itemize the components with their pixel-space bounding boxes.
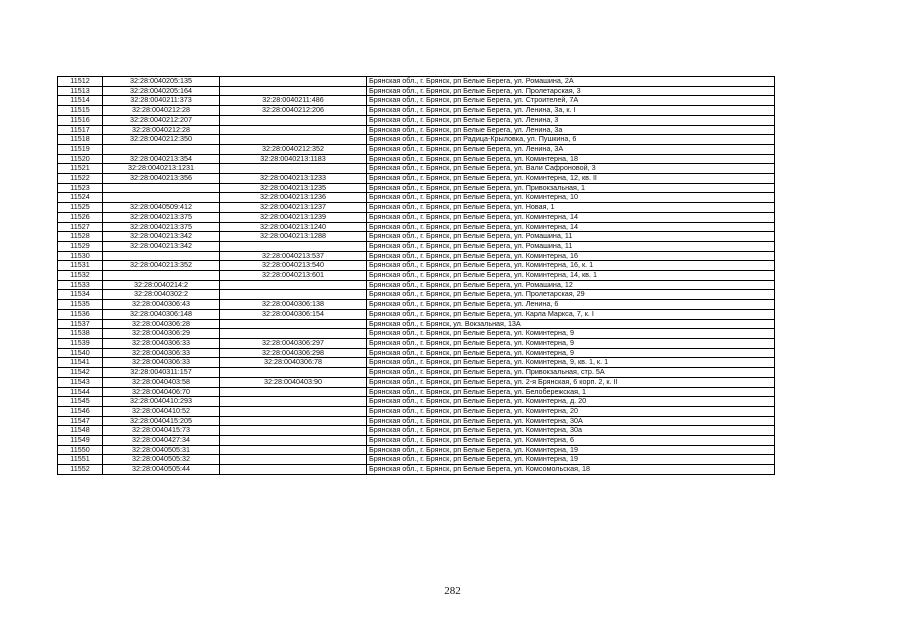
building-cadastral-cell	[220, 465, 367, 475]
row-number-cell: 11540	[58, 348, 103, 358]
row-number-cell: 11525	[58, 203, 103, 213]
row-number-cell: 11530	[58, 251, 103, 261]
cadastral-number-cell: 32:28:0040415:73	[103, 426, 220, 436]
table-row	[58, 300, 775, 310]
building-cadastral-cell	[220, 135, 367, 145]
cadastral-number-cell: 32:28:0040212:28	[103, 106, 220, 116]
building-cadastral-cell: 32:28:0040306:298	[220, 348, 367, 358]
address-cell: Брянская обл., г. Брянск, рп Белые Берега, ул. Привокзальная, 1	[367, 183, 775, 193]
address-cell: Брянская обл., г. Брянск, рп Белые Берега, ул. Коминтерна, 30А	[367, 416, 775, 426]
row-number-cell: 11545	[58, 397, 103, 407]
address-cell: Брянская обл., г. Брянск, рп Белые Берега, ул. Коминтерна, 14	[367, 222, 775, 232]
table-row	[58, 465, 775, 475]
cadastral-number-cell: 32:28:0040306:33	[103, 348, 220, 358]
cadastral-number-cell: 32:28:0040212:207	[103, 115, 220, 125]
address-cell: Брянская обл., г. Брянск, рп Белые Берега, ул. Ленина, 3а, к. I	[367, 106, 775, 116]
building-cadastral-cell: 32:28:0040212:206	[220, 106, 367, 116]
cadastral-number-cell: 32:28:0040306:33	[103, 338, 220, 348]
table-row	[58, 261, 775, 271]
row-number-cell: 11515	[58, 106, 103, 116]
building-cadastral-cell: 32:28:0040211:486	[220, 96, 367, 106]
cadastral-number-cell: 32:28:0040306:43	[103, 300, 220, 310]
table-row	[58, 115, 775, 125]
address-cell: Брянская обл., г. Брянск, рп Белые Берега, ул. Коминтерна, 20	[367, 406, 775, 416]
table-row	[58, 96, 775, 106]
table-row	[58, 338, 775, 348]
table-row	[58, 174, 775, 184]
address-cell: Брянская обл., г. Брянск, рп Белые Берега, ул. Белобережская, 1	[367, 387, 775, 397]
building-cadastral-cell	[220, 455, 367, 465]
building-cadastral-cell	[220, 436, 367, 446]
address-cell: Брянская обл., г. Брянск, рп Белые Берега, ул. Коминтерна, 14	[367, 212, 775, 222]
cadastral-number-cell	[103, 183, 220, 193]
cadastral-number-cell	[103, 251, 220, 261]
table-row	[58, 222, 775, 232]
row-number-cell: 11534	[58, 290, 103, 300]
table-row	[58, 397, 775, 407]
row-number-cell: 11542	[58, 368, 103, 378]
row-number-cell: 11528	[58, 232, 103, 242]
table-row	[58, 203, 775, 213]
building-cadastral-cell	[220, 77, 367, 87]
row-number-cell: 11529	[58, 241, 103, 251]
address-cell: Брянская обл., г. Брянск, рп Белые Берега, ул. Ромашина, 2А	[367, 77, 775, 87]
table-row	[58, 125, 775, 135]
cadastral-number-cell: 32:28:0040212:350	[103, 135, 220, 145]
building-cadastral-cell	[220, 387, 367, 397]
building-cadastral-cell	[220, 319, 367, 329]
cadastral-number-cell: 32:28:0040306:33	[103, 358, 220, 368]
address-cell: Брянская обл., г. Брянск, рп Белые Берега, ул. Коминтерна, 12, кв. II	[367, 174, 775, 184]
cadastral-number-cell: 32:28:0040403:58	[103, 377, 220, 387]
table-row	[58, 144, 775, 154]
address-cell: Брянская обл., г. Брянск, рп Белые Берега, ул. Коминтерна, 9, кв. 1, к. 1	[367, 358, 775, 368]
row-number-cell: 11549	[58, 436, 103, 446]
address-cell: Брянская обл., г. Брянск, рп Белые Берега, ул. Карла Маркса, 7, к. I	[367, 309, 775, 319]
row-number-cell: 11551	[58, 455, 103, 465]
cadastral-number-cell: 32:28:0040213:375	[103, 222, 220, 232]
table-row	[58, 416, 775, 426]
building-cadastral-cell	[220, 329, 367, 339]
address-cell: Брянская обл., г. Брянск, рп Белые Берега, ул. Пролетарская, 3	[367, 86, 775, 96]
building-cadastral-cell	[220, 164, 367, 174]
address-cell: Брянская обл., г. Брянск, рп Белые Берега, ул. Привокзальная, стр. 5А	[367, 368, 775, 378]
address-cell: Брянская обл., г. Брянск, рп Белые Берега, ул. Ленина, 6	[367, 300, 775, 310]
table-row	[58, 164, 775, 174]
row-number-cell: 11548	[58, 426, 103, 436]
row-number-cell: 11526	[58, 212, 103, 222]
row-number-cell: 11512	[58, 77, 103, 87]
registry-table-body	[58, 77, 775, 475]
building-cadastral-cell: 32:28:0040213:601	[220, 271, 367, 281]
cadastral-number-cell: 32:28:0040213:342	[103, 232, 220, 242]
table-row	[58, 251, 775, 261]
cadastral-number-cell: 32:28:0040505:44	[103, 465, 220, 475]
cadastral-number-cell: 32:28:0040213:375	[103, 212, 220, 222]
cadastral-number-cell: 32:28:0040306:29	[103, 329, 220, 339]
row-number-cell: 11541	[58, 358, 103, 368]
cadastral-number-cell: 32:28:0040212:28	[103, 125, 220, 135]
building-cadastral-cell: 32:28:0040306:138	[220, 300, 367, 310]
building-cadastral-cell: 32:28:0040213:537	[220, 251, 367, 261]
cadastral-number-cell: 32:28:0040213:342	[103, 241, 220, 251]
address-cell: Брянская обл., г. Брянск, рп Белые Берега, ул. Ленина, 3а	[367, 125, 775, 135]
cadastral-number-cell: 32:28:0040213:352	[103, 261, 220, 271]
row-number-cell: 11550	[58, 445, 103, 455]
cadastral-number-cell: 32:28:0040213:356	[103, 174, 220, 184]
cadastral-number-cell: 32:28:0040415:205	[103, 416, 220, 426]
row-number-cell: 11533	[58, 280, 103, 290]
cadastral-number-cell: 32:28:0040205:164	[103, 86, 220, 96]
address-cell: Брянская обл., г. Брянск, рп Белые Берега, ул. Коминтерна, 18	[367, 154, 775, 164]
address-cell: Брянская обл., г. Брянск, рп Белые Берега, ул. Коминтерна, 16, к. 1	[367, 261, 775, 271]
page-number: 282	[444, 585, 461, 597]
address-cell: Брянская обл., г. Брянск, рп Белые Берега, ул. Коминтерна, 6	[367, 436, 775, 446]
cadastral-number-cell: 32:28:0040509:412	[103, 203, 220, 213]
building-cadastral-cell: 32:28:0040212:352	[220, 144, 367, 154]
table-row	[58, 290, 775, 300]
row-number-cell: 11521	[58, 164, 103, 174]
building-cadastral-cell: 32:28:0040306:78	[220, 358, 367, 368]
building-cadastral-cell: 32:28:0040213:1239	[220, 212, 367, 222]
address-cell: Брянская обл., г. Брянск, рп Белые Берега, ул. Ромашина, 12	[367, 280, 775, 290]
row-number-cell: 11514	[58, 96, 103, 106]
row-number-cell: 11527	[58, 222, 103, 232]
row-number-cell: 11536	[58, 309, 103, 319]
address-cell: Брянская обл., г. Брянск, рп Белые Берега, ул. Комсомольская, 18	[367, 465, 775, 475]
registry-table	[57, 76, 775, 475]
table-row	[58, 426, 775, 436]
table-row	[58, 377, 775, 387]
address-cell: Брянская обл., г. Брянск, рп Белые Берега, ул. Коминтерна, 30а	[367, 426, 775, 436]
table-row	[58, 135, 775, 145]
table-row	[58, 358, 775, 368]
table-row	[58, 77, 775, 87]
address-cell: Брянская обл., г. Брянск, рп Белые Берега, ул. Пролетарская, 29	[367, 290, 775, 300]
row-number-cell: 11538	[58, 329, 103, 339]
building-cadastral-cell: 32:28:0040213:1288	[220, 232, 367, 242]
building-cadastral-cell	[220, 445, 367, 455]
address-cell: Брянская обл., г. Брянск, рп Белые Берега, ул. Новая, 1	[367, 203, 775, 213]
row-number-cell: 11522	[58, 174, 103, 184]
building-cadastral-cell	[220, 368, 367, 378]
building-cadastral-cell: 32:28:0040213:1235	[220, 183, 367, 193]
table-row	[58, 387, 775, 397]
building-cadastral-cell: 32:28:0040306:154	[220, 309, 367, 319]
table-row	[58, 154, 775, 164]
cadastral-number-cell: 32:28:0040410:293	[103, 397, 220, 407]
address-cell: Брянская обл., г. Брянск, рп Белые Берега, ул. 2-я Брянская, 6 корп. 2, к. II	[367, 377, 775, 387]
table-row	[58, 232, 775, 242]
address-cell: Брянская обл., г. Брянск, рп Белые Берега, ул. Коминтерна, 19	[367, 445, 775, 455]
cadastral-number-cell: 32:28:0040214:2	[103, 280, 220, 290]
table-row	[58, 455, 775, 465]
cadastral-number-cell: 32:28:0040410:52	[103, 406, 220, 416]
row-number-cell: 11544	[58, 387, 103, 397]
cadastral-number-cell: 32:28:0040406:70	[103, 387, 220, 397]
building-cadastral-cell	[220, 125, 367, 135]
building-cadastral-cell: 32:28:0040213:1183	[220, 154, 367, 164]
building-cadastral-cell	[220, 280, 367, 290]
building-cadastral-cell	[220, 290, 367, 300]
cadastral-number-cell: 32:28:0040205:135	[103, 77, 220, 87]
table-row	[58, 445, 775, 455]
building-cadastral-cell	[220, 416, 367, 426]
building-cadastral-cell: 32:28:0040213:1237	[220, 203, 367, 213]
table-row	[58, 241, 775, 251]
address-cell: Брянская обл., г. Брянск, рп Белые Берега, ул. Коминтерна, д. 20	[367, 397, 775, 407]
row-number-cell: 11518	[58, 135, 103, 145]
row-number-cell: 11552	[58, 465, 103, 475]
cadastral-number-cell: 32:28:0040505:31	[103, 445, 220, 455]
address-cell: Брянская обл., г. Брянск, рп Белые Берега, ул. Коминтерна, 10	[367, 193, 775, 203]
row-number-cell: 11537	[58, 319, 103, 329]
building-cadastral-cell: 32:28:0040213:1240	[220, 222, 367, 232]
address-cell: Брянская обл., г. Брянск, рп Белые Берега, ул. Коминтерна, 16	[367, 251, 775, 261]
building-cadastral-cell	[220, 397, 367, 407]
building-cadastral-cell: 32:28:0040306:297	[220, 338, 367, 348]
cadastral-number-cell: 32:28:0040306:28	[103, 319, 220, 329]
table-row	[58, 436, 775, 446]
address-cell: Брянская обл., г. Брянск, рп Белые Берега, ул. Ромашина, 11	[367, 241, 775, 251]
row-number-cell: 11523	[58, 183, 103, 193]
building-cadastral-cell: 32:28:0040213:1236	[220, 193, 367, 203]
building-cadastral-cell: 32:28:0040213:1233	[220, 174, 367, 184]
row-number-cell: 11513	[58, 86, 103, 96]
cadastral-number-cell: 32:28:0040306:148	[103, 309, 220, 319]
address-cell: Брянская обл., г. Брянск, рп Белые Берега, ул. Коминтерна, 9	[367, 348, 775, 358]
cadastral-number-cell: 32:28:0040427:34	[103, 436, 220, 446]
building-cadastral-cell: 32:28:0040403:90	[220, 377, 367, 387]
address-cell: Брянская обл., г. Брянск, рп Белые Берега, ул. Строителей, 7А	[367, 96, 775, 106]
address-cell: Брянская обл., г. Брянск, рп Радица-Крыловка, ул. Пушкина, 6	[367, 135, 775, 145]
cadastral-number-cell: 32:28:0040505:32	[103, 455, 220, 465]
row-number-cell: 11547	[58, 416, 103, 426]
building-cadastral-cell: 32:28:0040213:540	[220, 261, 367, 271]
cadastral-number-cell: 32:28:0040211:373	[103, 96, 220, 106]
table-row	[58, 319, 775, 329]
cadastral-number-cell: 32:28:0040213:1231	[103, 164, 220, 174]
row-number-cell: 11519	[58, 144, 103, 154]
cadastral-number-cell: 32:28:0040213:354	[103, 154, 220, 164]
address-cell: Брянская обл., г. Брянск, рп Белые Берега, ул. Ленина, 3	[367, 115, 775, 125]
row-number-cell: 11531	[58, 261, 103, 271]
row-number-cell: 11520	[58, 154, 103, 164]
row-number-cell: 11546	[58, 406, 103, 416]
registry-table-container	[57, 76, 775, 475]
building-cadastral-cell	[220, 406, 367, 416]
address-cell: Брянская обл., г. Брянск, рп Белые Берега, ул. Коминтерна, 14, кв. 1	[367, 271, 775, 281]
row-number-cell: 11516	[58, 115, 103, 125]
table-row	[58, 212, 775, 222]
cadastral-number-cell	[103, 193, 220, 203]
cadastral-number-cell	[103, 144, 220, 154]
table-row	[58, 406, 775, 416]
row-number-cell: 11539	[58, 338, 103, 348]
address-cell: Брянская обл., г. Брянск, рп Белые Берега, ул. Коминтерна, 9	[367, 329, 775, 339]
address-cell: Брянская обл., г. Брянск, рп Белые Берега, ул. Ленина, 3А	[367, 144, 775, 154]
table-row	[58, 86, 775, 96]
address-cell: Брянская обл., г. Брянск, ул. Вокзальная, 13А	[367, 319, 775, 329]
table-row	[58, 183, 775, 193]
row-number-cell: 11524	[58, 193, 103, 203]
building-cadastral-cell	[220, 241, 367, 251]
row-number-cell: 11532	[58, 271, 103, 281]
table-row	[58, 280, 775, 290]
table-row	[58, 271, 775, 281]
table-row	[58, 348, 775, 358]
row-number-cell: 11543	[58, 377, 103, 387]
row-number-cell: 11535	[58, 300, 103, 310]
table-row	[58, 329, 775, 339]
cadastral-number-cell	[103, 271, 220, 281]
table-row	[58, 106, 775, 116]
row-number-cell: 11517	[58, 125, 103, 135]
table-row	[58, 309, 775, 319]
table-row	[58, 368, 775, 378]
address-cell: Брянская обл., г. Брянск, рп Белые Берега, ул. Вали Сафроновой, 3	[367, 164, 775, 174]
building-cadastral-cell	[220, 115, 367, 125]
cadastral-number-cell: 32:28:0040311:157	[103, 368, 220, 378]
cadastral-number-cell: 32:28:0040302:2	[103, 290, 220, 300]
address-cell: Брянская обл., г. Брянск, рп Белые Берега, ул. Ромашина, 11	[367, 232, 775, 242]
building-cadastral-cell	[220, 426, 367, 436]
building-cadastral-cell	[220, 86, 367, 96]
table-row	[58, 193, 775, 203]
address-cell: Брянская обл., г. Брянск, рп Белые Берега, ул. Коминтерна, 9	[367, 338, 775, 348]
address-cell: Брянская обл., г. Брянск, рп Белые Берега, ул. Коминтерна, 19	[367, 455, 775, 465]
